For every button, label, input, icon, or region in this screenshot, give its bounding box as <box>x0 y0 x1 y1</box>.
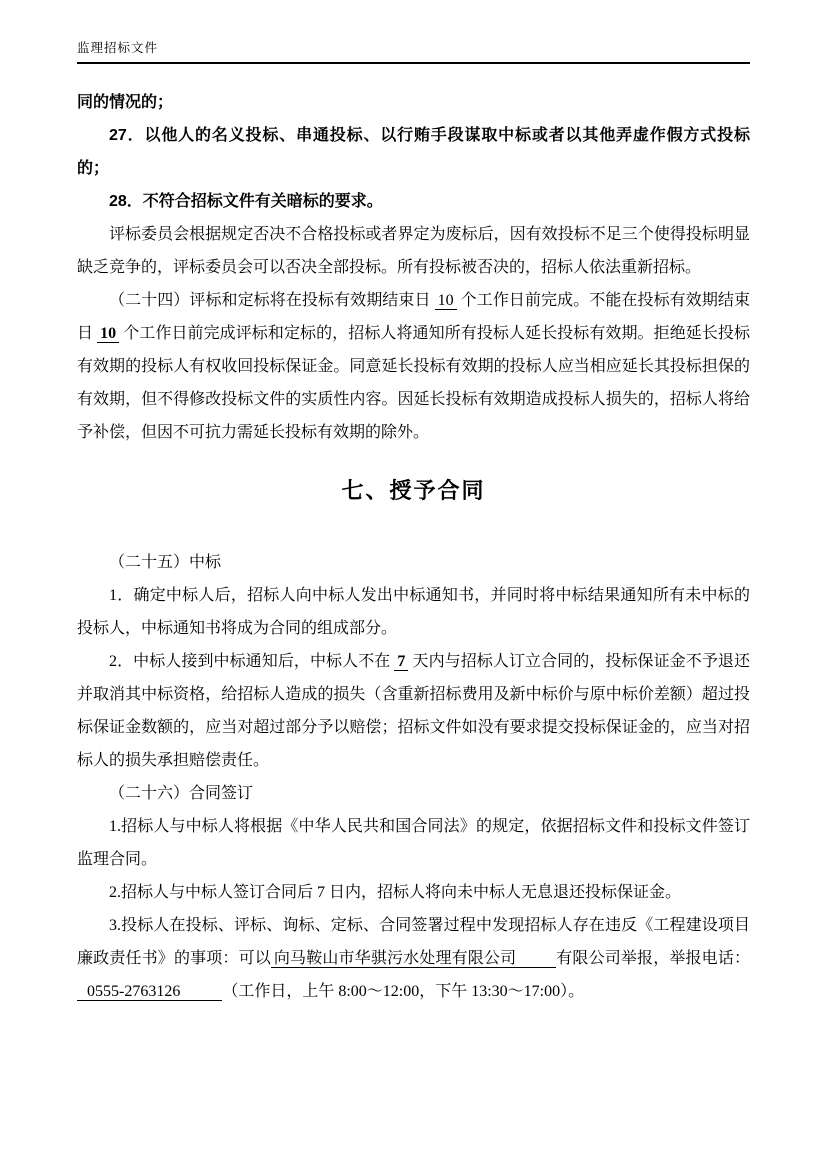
paragraph-item-28: 28．不符合招标文件有关暗标的要求。 <box>109 193 383 210</box>
clause-24-underlined-days-1: 10 <box>435 292 457 310</box>
clause-24-underlined-days-2: 10 <box>97 325 119 343</box>
paragraph-evaluation-committee: 评标委员会根据规定否决不合格投标或者界定为废标后，因有效投标不足三个使得投标明显缺乏竞争的，评标委员会可以否决全部投标。所有投标被否决的，招标人依法重新招标。 <box>77 226 750 276</box>
header-title: 监理招标文件 <box>77 41 159 55</box>
clause-24-text-3: 个工作日前完成评标和定标的，招标人将通知所有投标人延长投标有效期。拒绝延长投标有效期的投标人有权收回投标保证金。同意延长投标有效期的投标人应当相应延长其投标担保的有效期，但不得修改投标文件的实质性内容。因延长投标有效期造成投标人损失的，招标人将给予补偿，但因不可抗力需延长投标有效期的除外。 <box>77 325 750 441</box>
document-body <box>77 64 750 1008</box>
clause-24-text-2: 个工作日前完成。不能在投标有效期结束日 <box>77 292 750 342</box>
page-header <box>77 38 750 64</box>
clause-26-3-underlined-phone: 0555-2763126 <box>77 983 222 1001</box>
paragraph-clause-26-item-3 <box>77 909 750 1008</box>
paragraph-clause-26-head: （二十六）合同签订 <box>109 785 254 802</box>
clause-24-text-1: （二十四）评标和定标将在投标有效期结束日 <box>109 292 435 309</box>
paragraph-clause-25-head: （二十五）中标 <box>109 554 222 571</box>
paragraph-clause-25-item-2 <box>77 645 750 777</box>
paragraph-continuation: 同的情况的； <box>77 94 174 111</box>
clause-25-2-underlined-days: 7 <box>394 653 408 671</box>
paragraph-item-27: 27．以他人的名义投标、串通投标、以行贿手段谋取中标或者以其他弄虚作假方式投标的； <box>77 127 750 177</box>
clause-26-3-text-1: 3.投标人在投标、评标、询标、定标、合同签署过程中发现招标人存在违反《工程建设项目廉政责任书》的事项：可以 <box>77 917 750 967</box>
clause-25-2-text-2: 天内与招标人订立合同的，投标保证金不予退还并取消其中标资格，给招标人造成的损失（含重新招标费用及新中标价与原中标价差额）超过投标保证金数额的，应当对超过部分予以赔偿；招标文件如没有要求提交投标保证金的，应当对招标人的损失承担赔偿责任。 <box>77 653 750 769</box>
paragraph-clause-26-item-1: 1.招标人与中标人将根据《中华人民共和国合同法》的规定，依据招标文件和投标文件签订监理合同。 <box>77 818 750 868</box>
paragraph-clause-26-item-2: 2.招标人与中标人签订合同后 7 日内，招标人将向未中标人无息退还投标保证金。 <box>109 884 682 901</box>
section-heading-award-of-contract: 七、授予合同 <box>341 478 486 503</box>
clause-25-2-text-1: 2．中标人接到中标通知后，中标人不在 <box>109 653 395 670</box>
paragraph-clause-25-item-1: 1．确定中标人后，招标人向中标人发出中标通知书，并同时将中标结果通知所有未中标的投标人，中标通知书将成为合同的组成部分。 <box>77 587 750 637</box>
paragraph-clause-24 <box>77 284 750 449</box>
clause-26-3-underlined-company: 向马鞍山市华骐污水处理有限公司 <box>271 950 556 968</box>
clause-26-3-text-3: （工作日，上午 8:00～12:00，下午 13:30～17:00）。 <box>222 983 585 1000</box>
clause-26-3-text-2: 有限公司举报，举报电话： <box>556 950 750 967</box>
